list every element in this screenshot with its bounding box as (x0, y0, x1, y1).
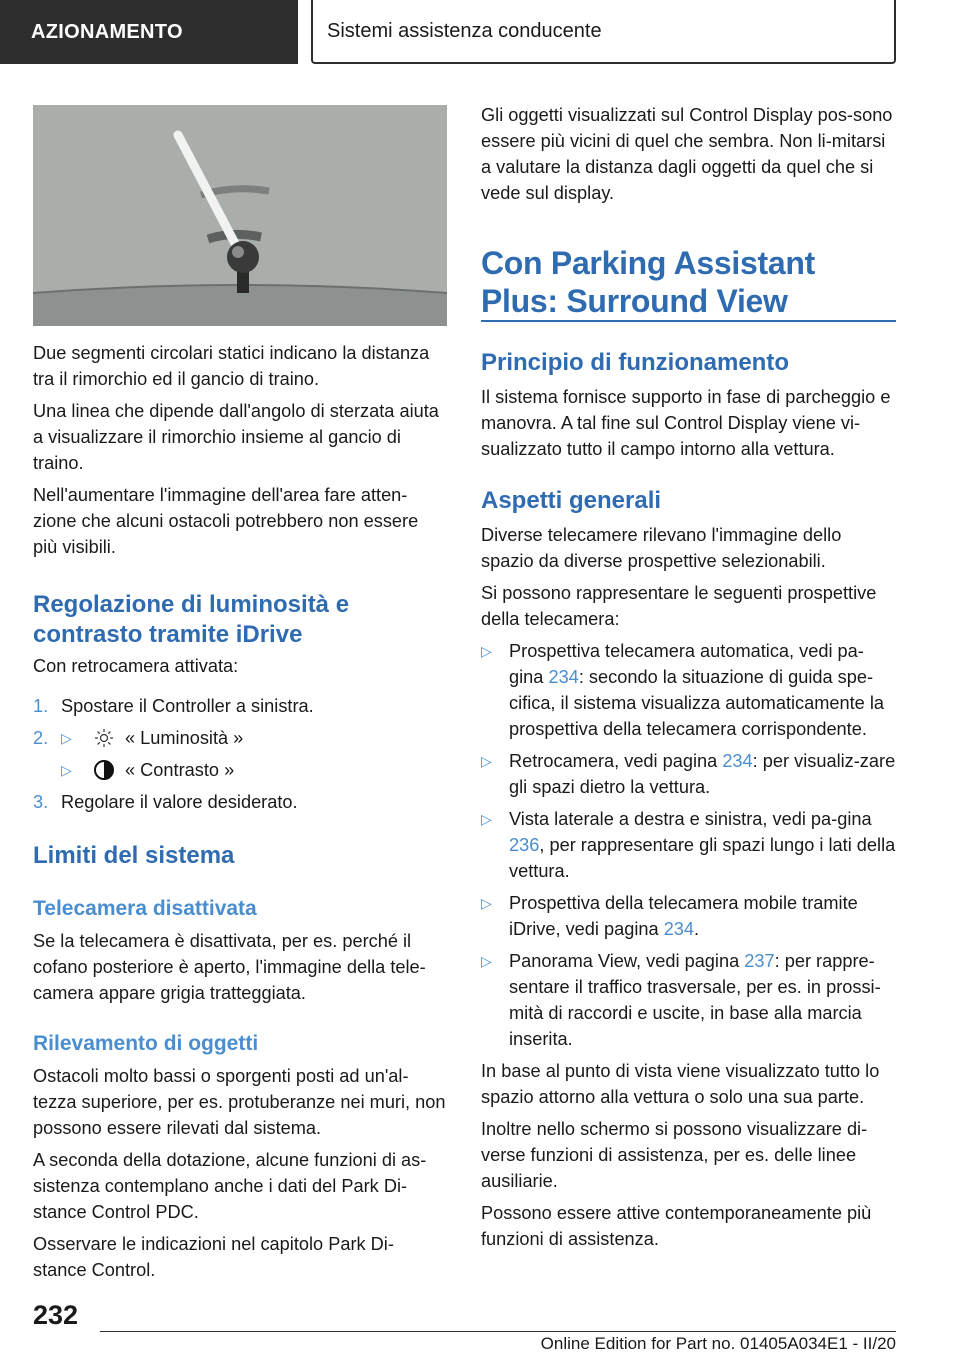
triangle-bullet-icon: ▷ (481, 953, 492, 969)
step-text: Spostare il Controller a sinistra. (61, 696, 314, 716)
heading-telecamera: Telecamera disattivata (33, 897, 257, 920)
page-link[interactable]: 236 (509, 835, 540, 855)
paragraph: A seconda della dotazione, alcune funzioni di as-sistenza contemplano anche i dati del Park Di-stance Control PDC. (33, 1150, 427, 1222)
paragraph: Diverse telecamere rilevano l'immagine dello spazio da diverse prospettive selezionabili. (481, 525, 842, 571)
heading-surround-view: Con Parking Assistant Plus: Surround View (481, 245, 815, 319)
triangle-bullet-icon: ▷ (481, 811, 492, 827)
step-number: 1. (33, 696, 49, 716)
bullet-text: : per visualiz-zare gli spazi dietro la vettura. (509, 751, 896, 797)
heading-aspetti: Aspetti generali (481, 487, 662, 514)
tow-ball (227, 241, 259, 273)
list-item (33, 725, 447, 783)
sub-item-label: « Contrasto » (125, 760, 235, 780)
paragraph: Il sistema fornisce supporto in fase di parcheggio e manovra. A tal fine sul Control Display viene vi-sualizzato tutto il campo intorno alla vettura. (481, 387, 891, 459)
triangle-bullet-icon: ▷ (61, 762, 72, 778)
step-number: 3. (33, 792, 49, 812)
footer-rule (100, 1331, 896, 1332)
camera-illustration (33, 105, 447, 326)
page-number: 232 (33, 1300, 79, 1330)
chapter-title: Sistemi assistenza conducente (311, 0, 896, 64)
list-item (481, 638, 896, 742)
perspective-list (481, 638, 896, 1052)
section-tab: AZIONAMENTO (0, 0, 298, 64)
paragraph: Osservare le indicazioni nel capitolo Park Di-stance Control. (33, 1234, 394, 1280)
page-link[interactable]: 234 (548, 667, 579, 687)
sub-item-label: « Luminosità » (125, 728, 244, 748)
list-item (33, 693, 447, 719)
steps-list (33, 653, 447, 821)
heading-rilevamento: Rilevamento di oggetti (33, 1032, 259, 1055)
triangle-bullet-icon: ▷ (61, 730, 72, 746)
bullet-text: . (694, 919, 700, 939)
list-item (481, 748, 896, 800)
paragraph: Una linea che dipende dall'angolo di sterzata aiuta a visualizzare il rimorchio insieme al gancio di traino. (33, 401, 439, 473)
bullet-text: Retrocamera, vedi pagina (509, 751, 723, 771)
paragraph: Se la telecamera è disattivata, per es. perché il cofano posteriore è aperto, l'immagine della tele-camera appare grigia tratteggiata. (33, 931, 426, 1003)
sub-item-contrast (61, 757, 447, 783)
list-item (481, 948, 896, 1052)
list-item (481, 890, 896, 942)
bullet-text: : secondo la situazione di guida spe-cifica, il sistema visualizza automaticamente la prospettiva della telecamera corrispondente. (509, 667, 885, 739)
bullet-text: Panorama View, vedi pagina (509, 951, 745, 971)
edition-note: Online Edition for Part no. 01405A034E1 - II/20 (540, 1334, 896, 1353)
heading-principio: Principio di funzionamento (481, 349, 789, 376)
step-text: Regolare il valore desiderato. (61, 792, 298, 812)
list-item (33, 789, 447, 815)
bullet-text: : per rappre-sentare il traffico trasversale, per es. in prossi-mità di raccordi e uscite, in base alla marcia inserita. (509, 951, 881, 1049)
paragraph: Due segmenti circolari statici indicano la distanza tra il rimorchio ed il gancio di traino. (33, 343, 430, 389)
step-number: 2. (33, 728, 49, 748)
contrast-icon (91, 759, 117, 781)
paragraph: Con retrocamera attivata: (33, 656, 239, 676)
heading-limiti: Limiti del sistema (33, 842, 235, 869)
triangle-bullet-icon: ▷ (481, 895, 492, 911)
triangle-bullet-icon: ▷ (481, 753, 492, 769)
page-link[interactable]: 234 (722, 751, 753, 771)
paragraph: Nell'aumentare l'immagine dell'area fare atten-zione che alcuni ostacoli potrebbero non essere più visibili. (33, 485, 419, 557)
heading-rule (481, 320, 896, 322)
bullet-text: Prospettiva telecamera automatica, vedi pa-gina (509, 641, 864, 687)
triangle-bullet-icon: ▷ (481, 643, 492, 659)
heading-regolazione: Regolazione di luminosità e contrasto tramite iDrive (33, 591, 350, 648)
page-link[interactable]: 234 (663, 919, 695, 939)
paragraph: Gli oggetti visualizzati sul Control Display pos-sono essere più vicini di quel che sembra. Non li-mitarsi a valutare la distanza dagli oggetti da quel che si vede sul display. (481, 105, 893, 203)
paragraph: Si possono rappresentare le seguenti prospettive della telecamera: (481, 583, 877, 629)
bullet-text: Vista laterale a destra e sinistra, vedi pa-gina (509, 809, 872, 829)
page-link[interactable]: 237 (744, 951, 775, 971)
paragraph: Ostacoli molto bassi o sporgenti posti ad un'al-tezza superiore, per es. protuberanze nei muri, non possono essere rilevati dal sistema. (33, 1066, 446, 1138)
paragraph: In base al punto di vista viene visualizzato tutto lo spazio attorno alla vettura o solo una sua parte. (481, 1061, 880, 1107)
brightness-icon (91, 728, 117, 748)
paragraph: Possono essere attive contemporaneamente più funzioni di assistenza. (481, 1203, 872, 1249)
paragraph: Inoltre nello schermo si possono visualizzare di-verse funzioni di assistenza, per es. delle linee ausiliarie. (481, 1119, 868, 1191)
sub-item-brightness (61, 725, 447, 751)
bullet-text: , per rappresentare gli spazi lungo i lati della vettura. (509, 835, 896, 881)
list-item (481, 806, 896, 884)
bullet-text: Prospettiva della telecamera mobile tramite iDrive, vedi pagina (509, 893, 858, 939)
